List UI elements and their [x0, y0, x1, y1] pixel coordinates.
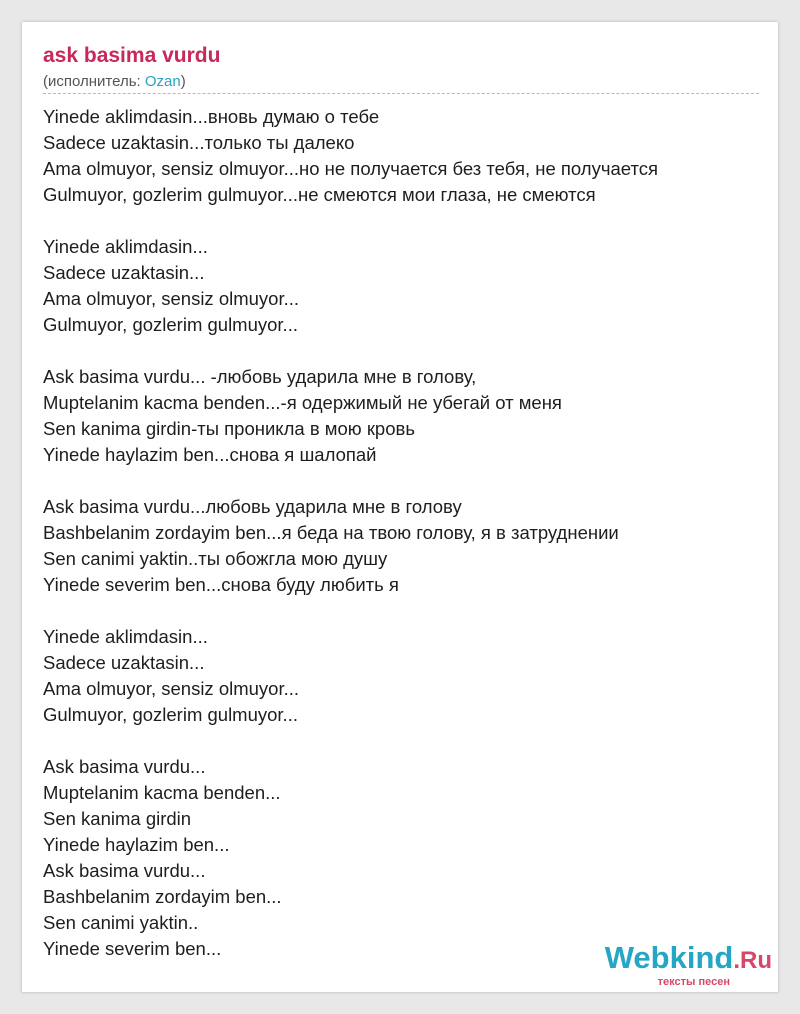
lyric-line: Yinede aklimdasin... [43, 626, 208, 647]
lyric-line: Gulmuyor, gozlerim gulmuyor... [43, 314, 298, 335]
lyric-line: Yinede severim ben... [43, 938, 222, 959]
stanza-break [43, 338, 759, 364]
lyrics-card [22, 22, 778, 992]
lyric-line: Ask basima vurdu... [43, 756, 206, 777]
lyric-line: Ask basima vurdu...любовь ударила мне в голову [43, 496, 462, 517]
song-title: ask basima vurdu [43, 44, 221, 67]
title-divider [43, 93, 759, 94]
logo-tld: .Ru [733, 947, 772, 974]
lyric-line: Yinede haylazim ben...снова я шалопай [43, 444, 377, 465]
lyric-line: Gulmuyor, gozlerim gulmuyor...не смеются мои глаза, не смеются [43, 184, 596, 205]
lyric-line: Muptelanim kacma benden... [43, 782, 281, 803]
logo-brand: Webkind [604, 940, 734, 975]
artist-suffix: ) [180, 73, 186, 90]
lyric-line: Sen canimi yaktin..ты обожгла мою душу [43, 548, 388, 569]
lyric-line: Bashbelanim zordayim ben...я беда на твою голову, я в затруднении [43, 522, 619, 543]
stanza-break [43, 728, 759, 754]
stanza-break [43, 208, 759, 234]
lyric-line: Sadece uzaktasin...только ты далеко [43, 132, 355, 153]
lyric-line: Sen kanima girdin [43, 808, 192, 829]
lyric-line: Ask basima vurdu... -любовь ударила мне в голову, [43, 366, 477, 387]
lyric-line: Sen canimi yaktin.. [43, 912, 199, 933]
lyric-line: Yinede aklimdasin... [43, 236, 208, 257]
webkind-logo[interactable] [604, 940, 772, 988]
lyric-line: Gulmuyor, gozlerim gulmuyor... [43, 704, 298, 725]
lyric-line: Yinede aklimdasin...вновь думаю о тебе [43, 106, 380, 127]
lyric-line: Yinede severim ben...снова буду любить я [43, 574, 399, 595]
stanza-break [43, 468, 759, 494]
lyric-line: Yinede haylazim ben... [43, 834, 230, 855]
artist-link[interactable]: Ozan [144, 73, 181, 90]
lyric-line: Ama olmuyor, sensiz olmuyor... [43, 288, 300, 309]
lyric-line: Muptelanim kacma benden...-я одержимый не убегай от меня [43, 392, 562, 413]
lyrics-body [43, 104, 759, 962]
stanza-break [43, 598, 759, 624]
lyric-line: Ama olmuyor, sensiz olmuyor... [43, 678, 300, 699]
lyric-line: Sadece uzaktasin... [43, 262, 205, 283]
artist-prefix: (исполнитель: [43, 73, 145, 90]
lyric-line: Sadece uzaktasin... [43, 652, 205, 673]
lyric-line: Sen kanima girdin-ты проникла в мою кровь [43, 418, 415, 439]
logo-wordmark [604, 940, 772, 976]
logo-tagline: тексты песен [657, 976, 730, 988]
lyric-line: Bashbelanim zordayim ben... [43, 886, 282, 907]
lyric-line: Ask basima vurdu... [43, 860, 206, 881]
artist-line [43, 72, 186, 92]
lyric-line: Ama olmuyor, sensiz olmuyor...но не получается без тебя, не получается [43, 158, 658, 179]
